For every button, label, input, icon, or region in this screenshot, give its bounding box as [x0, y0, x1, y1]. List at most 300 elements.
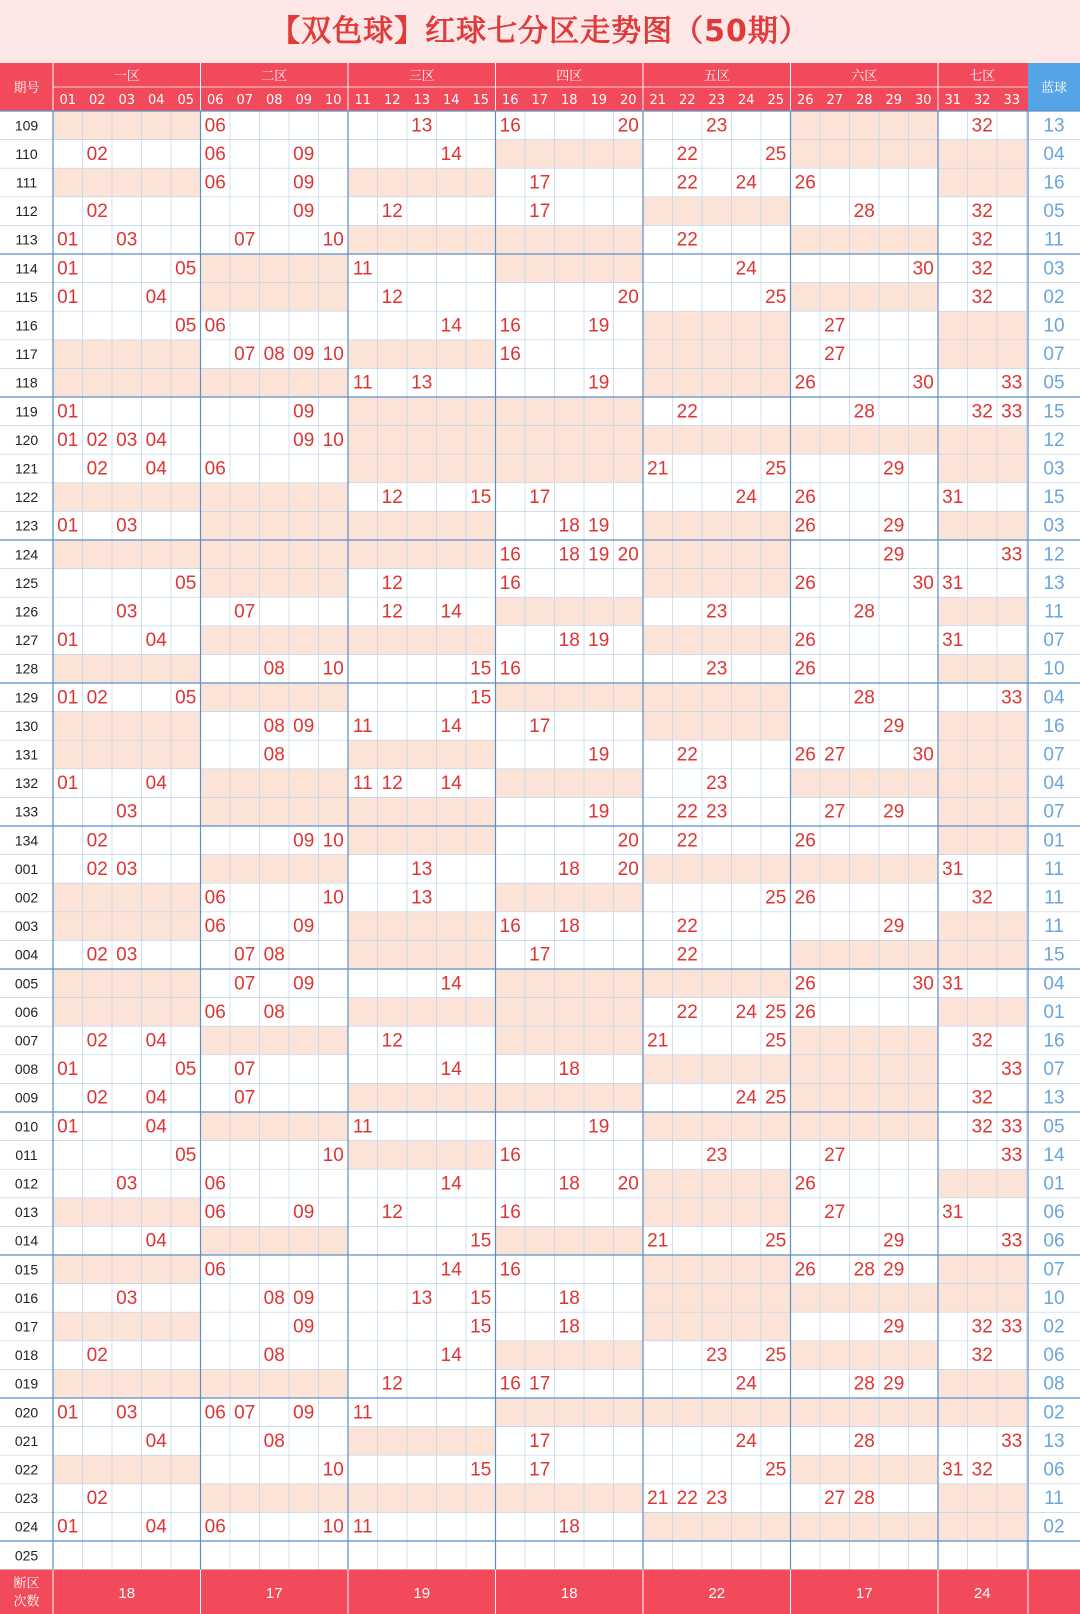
- empty-zone-shade: [938, 511, 1027, 540]
- red-ball-mark: 22: [676, 401, 698, 423]
- issue-number: 025: [14, 1547, 39, 1564]
- red-ball-mark: 26: [794, 658, 816, 680]
- issue-number: 001: [14, 860, 39, 877]
- empty-zone-shade: [643, 626, 791, 655]
- issue-number: 010: [14, 1118, 39, 1135]
- empty-zone-shade: [496, 1026, 644, 1055]
- red-ball-mark: 02: [86, 944, 108, 966]
- blue-ball-mark: 16: [1043, 715, 1065, 737]
- empty-zone-shade: [496, 1226, 644, 1255]
- number-header-02: 02: [88, 93, 106, 108]
- number-header-23: 23: [708, 93, 726, 108]
- red-ball-mark: 18: [558, 1287, 580, 1309]
- empty-zone-shade: [201, 1484, 349, 1513]
- issue-number: 119: [15, 403, 38, 420]
- red-ball-mark: 30: [912, 572, 934, 594]
- blue-ball-mark: 15: [1043, 487, 1065, 509]
- red-ball-mark: 17: [529, 1373, 551, 1395]
- red-ball-mark: 32: [971, 286, 993, 308]
- red-ball-mark: 11: [352, 773, 373, 795]
- issue-number: 126: [14, 603, 39, 620]
- empty-zone-shade: [791, 1026, 939, 1055]
- red-ball-mark: 26: [794, 372, 816, 394]
- blue-ball-mark: 16: [1043, 172, 1065, 194]
- red-ball-mark: 02: [86, 687, 108, 709]
- issue-number: 003: [14, 918, 39, 935]
- blue-ball-mark: 13: [1043, 1430, 1065, 1452]
- empty-zone-shade: [201, 1112, 349, 1141]
- empty-zone-shade: [791, 140, 939, 169]
- empty-zone-shade: [496, 454, 644, 483]
- blue-ball-mark: 13: [1043, 572, 1065, 594]
- empty-zone-shade: [938, 340, 1027, 369]
- red-ball-mark: 26: [794, 172, 816, 194]
- red-ball-mark: 11: [352, 1516, 373, 1538]
- issue-number: 111: [15, 174, 38, 191]
- gap-count-zone-4: 18: [560, 1584, 578, 1602]
- red-ball-mark: 26: [794, 1173, 816, 1195]
- red-ball-mark: 03: [116, 429, 138, 451]
- red-ball-mark: 02: [86, 830, 108, 852]
- empty-zone-shade: [791, 283, 939, 312]
- red-ball-mark: 12: [381, 1202, 403, 1224]
- issue-number: 006: [14, 1003, 39, 1020]
- empty-zone-shade: [791, 855, 939, 884]
- red-ball-mark: 29: [883, 1259, 905, 1281]
- red-ball-mark: 08: [263, 715, 285, 737]
- red-ball-mark: 08: [263, 944, 285, 966]
- red-ball-mark: 27: [824, 344, 846, 366]
- red-ball-mark: 32: [971, 1087, 993, 1109]
- empty-zone-shade: [496, 140, 644, 169]
- empty-zone-shade: [791, 1341, 939, 1370]
- red-ball-mark: 06: [204, 315, 226, 337]
- red-ball-mark: 08: [263, 658, 285, 680]
- issue-number: 009: [14, 1089, 39, 1106]
- red-ball-mark: 09: [293, 1202, 315, 1224]
- blue-ball-mark: 12: [1043, 429, 1065, 451]
- issue-number: 116: [15, 317, 38, 334]
- number-header-20: 20: [619, 93, 637, 108]
- red-ball-mark: 08: [263, 1430, 285, 1452]
- red-ball-mark: 12: [381, 572, 403, 594]
- red-ball-mark: 21: [647, 1488, 669, 1510]
- red-ball-mark: 19: [588, 1116, 610, 1138]
- gap-count-zone-3: 19: [413, 1584, 431, 1602]
- red-ball-mark: 01: [57, 1116, 79, 1138]
- red-ball-mark: 09: [293, 201, 315, 223]
- red-ball-mark: 21: [647, 1230, 669, 1252]
- issue-number: 134: [14, 832, 39, 849]
- red-ball-mark: 03: [116, 601, 138, 623]
- red-ball-mark: 06: [204, 1202, 226, 1224]
- blue-ball-mark: 07: [1043, 344, 1065, 366]
- issue-number: 118: [15, 374, 38, 391]
- issue-number: 123: [14, 517, 39, 534]
- red-ball-mark: 02: [86, 201, 108, 223]
- empty-zone-shade: [938, 140, 1027, 169]
- gap-count-zone-1: 18: [118, 1584, 136, 1602]
- red-ball-mark: 25: [765, 143, 787, 165]
- red-ball-mark: 19: [588, 744, 610, 766]
- empty-zone-shade: [643, 1398, 791, 1427]
- red-ball-mark: 07: [234, 973, 256, 995]
- red-ball-mark: 33: [1001, 372, 1023, 394]
- red-ball-mark: 17: [529, 1430, 551, 1452]
- empty-zone-shade: [201, 283, 349, 312]
- red-ball-mark: 19: [588, 630, 610, 652]
- number-header-18: 18: [560, 93, 578, 108]
- red-ball-mark: 02: [86, 858, 108, 880]
- issue-number: 131: [14, 746, 39, 763]
- issue-number: 011: [15, 1146, 38, 1163]
- red-ball-mark: 12: [381, 286, 403, 308]
- red-ball-mark: 27: [824, 1488, 846, 1510]
- red-ball-mark: 29: [883, 515, 905, 537]
- number-header-10: 10: [324, 93, 342, 108]
- issue-number: 109: [14, 117, 39, 134]
- issue-number: 128: [14, 660, 39, 677]
- red-ball-mark: 32: [971, 1345, 993, 1367]
- red-ball-mark: 01: [57, 687, 79, 709]
- empty-zone-shade: [938, 311, 1027, 340]
- red-ball-mark: 06: [204, 458, 226, 480]
- issue-number: 133: [14, 803, 39, 820]
- red-ball-mark: 06: [204, 1001, 226, 1023]
- empty-zone-shade: [938, 168, 1027, 197]
- empty-zone-shade: [938, 1369, 1027, 1398]
- red-ball-mark: 22: [676, 744, 698, 766]
- red-ball-mark: 27: [824, 744, 846, 766]
- red-ball-mark: 07: [234, 601, 256, 623]
- empty-zone-shade: [496, 254, 644, 283]
- empty-zone-shade: [53, 540, 201, 569]
- red-ball-mark: 01: [57, 229, 79, 251]
- gap-count-zone-6: 17: [855, 1584, 873, 1602]
- red-ball-mark: 25: [765, 458, 787, 480]
- blue-ball-mark: 15: [1043, 944, 1065, 966]
- red-ball-mark: 13: [411, 858, 433, 880]
- blue-ball-mark: 03: [1043, 458, 1065, 480]
- number-header-28: 28: [855, 93, 873, 108]
- red-ball-mark: 18: [558, 630, 580, 652]
- red-ball-mark: 30: [912, 973, 934, 995]
- empty-zone-shade: [938, 998, 1027, 1027]
- red-ball-mark: 06: [204, 143, 226, 165]
- red-ball-mark: 19: [588, 544, 610, 566]
- empty-zone-shade: [643, 1198, 791, 1227]
- blue-ball-mark: 03: [1043, 258, 1065, 280]
- empty-zone-shade: [938, 426, 1027, 455]
- red-ball-mark: 07: [234, 1059, 256, 1081]
- red-ball-mark: 18: [558, 916, 580, 938]
- red-ball-mark: 33: [1001, 544, 1023, 566]
- red-ball-mark: 28: [853, 1373, 875, 1395]
- number-header-19: 19: [590, 93, 608, 108]
- empty-zone-shade: [791, 1284, 939, 1313]
- number-header-01: 01: [59, 93, 77, 108]
- empty-zone-shade: [791, 225, 939, 254]
- red-ball-mark: 08: [263, 1345, 285, 1367]
- red-ball-mark: 18: [558, 1316, 580, 1338]
- empty-zone-shade: [496, 769, 644, 798]
- issue-number: 018: [14, 1347, 39, 1364]
- red-ball-mark: 22: [676, 1001, 698, 1023]
- issue-number: 125: [14, 574, 39, 591]
- red-ball-mark: 32: [971, 229, 993, 251]
- red-ball-mark: 25: [765, 1459, 787, 1481]
- red-ball-mark: 07: [234, 344, 256, 366]
- red-ball-mark: 06: [204, 1259, 226, 1281]
- empty-zone-shade: [496, 1341, 644, 1370]
- empty-zone-shade: [496, 225, 644, 254]
- issue-number: 002: [14, 889, 39, 906]
- red-ball-mark: 04: [145, 773, 167, 795]
- empty-zone-shade: [938, 826, 1027, 855]
- red-ball-mark: 16: [499, 544, 521, 566]
- red-ball-mark: 06: [204, 172, 226, 194]
- red-ball-mark: 26: [794, 887, 816, 909]
- red-ball-mark: 15: [470, 1230, 492, 1252]
- empty-zone-shade: [201, 569, 349, 598]
- number-header-21: 21: [649, 93, 667, 108]
- blue-ball-mark: 01: [1043, 1173, 1065, 1195]
- red-ball-mark: 01: [57, 1059, 79, 1081]
- empty-zone-shade: [53, 912, 201, 941]
- empty-zone-shade: [643, 683, 791, 712]
- number-header-12: 12: [383, 93, 401, 108]
- red-ball-mark: 25: [765, 1087, 787, 1109]
- red-ball-mark: 24: [735, 172, 757, 194]
- red-ball-mark: 14: [440, 973, 462, 995]
- number-header-06: 06: [206, 93, 224, 108]
- empty-zone-shade: [496, 397, 644, 426]
- red-ball-mark: 27: [824, 801, 846, 823]
- blue-ball-mark: 11: [1044, 916, 1064, 938]
- red-ball-mark: 07: [234, 229, 256, 251]
- red-ball-mark: 21: [647, 458, 669, 480]
- issue-number: 110: [15, 145, 38, 162]
- red-ball-mark: 05: [175, 572, 197, 594]
- red-ball-mark: 30: [912, 372, 934, 394]
- empty-zone-shade: [791, 1083, 939, 1112]
- empty-zone-shade: [643, 340, 791, 369]
- empty-zone-shade: [496, 426, 644, 455]
- empty-zone-shade: [643, 1512, 791, 1541]
- red-ball-mark: 25: [765, 286, 787, 308]
- zone-header-1: 一区: [113, 69, 140, 84]
- red-ball-mark: 07: [234, 1087, 256, 1109]
- issue-number: 019: [14, 1375, 39, 1392]
- issue-number: 129: [14, 689, 39, 706]
- red-ball-mark: 20: [617, 858, 639, 880]
- empty-zone-shade: [496, 1484, 644, 1513]
- red-ball-mark: 03: [116, 858, 138, 880]
- red-ball-mark: 29: [883, 1373, 905, 1395]
- empty-zone-shade: [938, 1484, 1027, 1513]
- red-ball-mark: 06: [204, 916, 226, 938]
- empty-zone-shade: [348, 540, 496, 569]
- empty-zone-shade: [938, 912, 1027, 941]
- red-ball-mark: 12: [381, 601, 403, 623]
- red-ball-mark: 24: [735, 1373, 757, 1395]
- red-ball-mark: 01: [57, 429, 79, 451]
- empty-zone-shade: [938, 1398, 1027, 1427]
- red-ball-mark: 09: [293, 143, 315, 165]
- empty-zone-shade: [201, 254, 349, 283]
- blue-ball-mark: 11: [1044, 858, 1064, 880]
- empty-zone-shade: [348, 1141, 496, 1170]
- red-ball-mark: 22: [676, 1488, 698, 1510]
- red-ball-mark: 01: [57, 286, 79, 308]
- red-ball-mark: 04: [145, 429, 167, 451]
- empty-zone-shade: [791, 426, 939, 455]
- blue-ball-mark: 04: [1043, 773, 1065, 795]
- empty-zone-shade: [643, 368, 791, 397]
- red-ball-mark: 25: [765, 1001, 787, 1023]
- red-ball-mark: 16: [499, 658, 521, 680]
- gap-count-label-line1: 断区: [13, 1576, 40, 1592]
- blue-ball-mark: 11: [1044, 887, 1064, 909]
- issue-number: 124: [14, 546, 39, 563]
- red-ball-mark: 20: [617, 1173, 639, 1195]
- red-ball-mark: 05: [175, 1144, 197, 1166]
- number-header-32: 32: [973, 93, 991, 108]
- empty-zone-shade: [201, 368, 349, 397]
- red-ball-mark: 10: [322, 887, 344, 909]
- red-ball-mark: 14: [440, 1059, 462, 1081]
- red-ball-mark: 19: [588, 372, 610, 394]
- red-ball-mark: 10: [322, 229, 344, 251]
- red-ball-mark: 14: [440, 1259, 462, 1281]
- issue-number: 120: [14, 431, 39, 448]
- number-header-25: 25: [767, 93, 785, 108]
- empty-zone-shade: [201, 1369, 349, 1398]
- issue-number: 012: [14, 1175, 39, 1192]
- red-ball-mark: 14: [440, 143, 462, 165]
- empty-zone-shade: [643, 712, 791, 741]
- blue-ball-mark: 08: [1043, 1373, 1065, 1395]
- blue-ball-mark: 07: [1043, 1059, 1065, 1081]
- red-ball-mark: 18: [558, 1173, 580, 1195]
- red-ball-mark: 18: [558, 515, 580, 537]
- red-ball-mark: 02: [86, 429, 108, 451]
- red-ball-mark: 10: [322, 1144, 344, 1166]
- issue-number: 117: [15, 346, 38, 363]
- trend-table: [0, 63, 1080, 1614]
- empty-zone-shade: [496, 1083, 644, 1112]
- red-ball-mark: 23: [706, 1144, 728, 1166]
- red-ball-mark: 32: [971, 1030, 993, 1052]
- red-ball-mark: 08: [263, 344, 285, 366]
- red-ball-mark: 28: [853, 1259, 875, 1281]
- red-ball-mark: 31: [942, 858, 964, 880]
- zone-header-7: 七区: [969, 69, 996, 84]
- red-ball-mark: 03: [116, 1402, 138, 1424]
- red-ball-mark: 02: [86, 1030, 108, 1052]
- red-ball-mark: 33: [1001, 1316, 1023, 1338]
- empty-zone-shade: [348, 797, 496, 826]
- empty-zone-shade: [348, 998, 496, 1027]
- red-ball-mark: 20: [617, 544, 639, 566]
- red-ball-mark: 08: [263, 744, 285, 766]
- empty-zone-shade: [53, 168, 201, 197]
- empty-zone-shade: [643, 969, 791, 998]
- issue-number: 121: [14, 460, 39, 477]
- red-ball-mark: 28: [853, 1488, 875, 1510]
- red-ball-mark: 17: [529, 201, 551, 223]
- issue-number: 007: [14, 1032, 39, 1049]
- red-ball-mark: 31: [942, 973, 964, 995]
- red-ball-mark: 23: [706, 115, 728, 137]
- red-ball-mark: 33: [1001, 1116, 1023, 1138]
- red-ball-mark: 01: [57, 515, 79, 537]
- red-ball-mark: 29: [883, 715, 905, 737]
- red-ball-mark: 01: [57, 258, 79, 280]
- blue-ball-mark: 01: [1043, 1001, 1065, 1023]
- blue-ball-mark: 06: [1043, 1202, 1065, 1224]
- red-ball-mark: 31: [942, 630, 964, 652]
- red-ball-mark: 04: [145, 1116, 167, 1138]
- blue-ball-mark: 13: [1043, 1087, 1065, 1109]
- empty-zone-shade: [53, 883, 201, 912]
- empty-zone-shade: [348, 626, 496, 655]
- red-ball-mark: 33: [1001, 401, 1023, 423]
- zone-header-6: 六区: [851, 69, 878, 84]
- number-header-27: 27: [826, 93, 844, 108]
- number-header-08: 08: [265, 93, 283, 108]
- red-ball-mark: 27: [824, 1202, 846, 1224]
- red-ball-mark: 06: [204, 115, 226, 137]
- red-ball-mark: 26: [794, 515, 816, 537]
- number-header-26: 26: [796, 93, 814, 108]
- red-ball-mark: 23: [706, 601, 728, 623]
- red-ball-mark: 05: [175, 687, 197, 709]
- issue-number: 020: [14, 1404, 39, 1421]
- empty-zone-shade: [53, 340, 201, 369]
- red-ball-mark: 28: [853, 401, 875, 423]
- red-ball-mark: 05: [175, 1059, 197, 1081]
- red-ball-mark: 17: [529, 944, 551, 966]
- issue-number: 127: [14, 632, 39, 649]
- red-ball-mark: 15: [470, 687, 492, 709]
- empty-zone-shade: [938, 1512, 1027, 1541]
- red-ball-mark: 10: [322, 429, 344, 451]
- red-ball-mark: 09: [293, 1287, 315, 1309]
- number-header-29: 29: [885, 93, 903, 108]
- red-ball-mark: 32: [971, 115, 993, 137]
- red-ball-mark: 32: [971, 1316, 993, 1338]
- red-ball-mark: 22: [676, 916, 698, 938]
- blue-ball-mark: 05: [1043, 1116, 1065, 1138]
- red-ball-mark: 28: [853, 1430, 875, 1452]
- red-ball-mark: 02: [86, 143, 108, 165]
- red-ball-mark: 14: [440, 715, 462, 737]
- red-ball-mark: 15: [470, 1287, 492, 1309]
- number-header-30: 30: [914, 93, 932, 108]
- empty-zone-shade: [201, 483, 349, 512]
- blue-ball-mark: 05: [1043, 372, 1065, 394]
- red-ball-mark: 15: [470, 658, 492, 680]
- red-ball-mark: 17: [529, 487, 551, 509]
- red-ball-mark: 29: [883, 1316, 905, 1338]
- red-ball-mark: 25: [765, 887, 787, 909]
- number-header-24: 24: [737, 93, 755, 108]
- blue-ball-mark: 05: [1043, 201, 1065, 223]
- empty-zone-shade: [496, 683, 644, 712]
- empty-zone-shade: [348, 397, 496, 426]
- red-ball-mark: 21: [647, 1030, 669, 1052]
